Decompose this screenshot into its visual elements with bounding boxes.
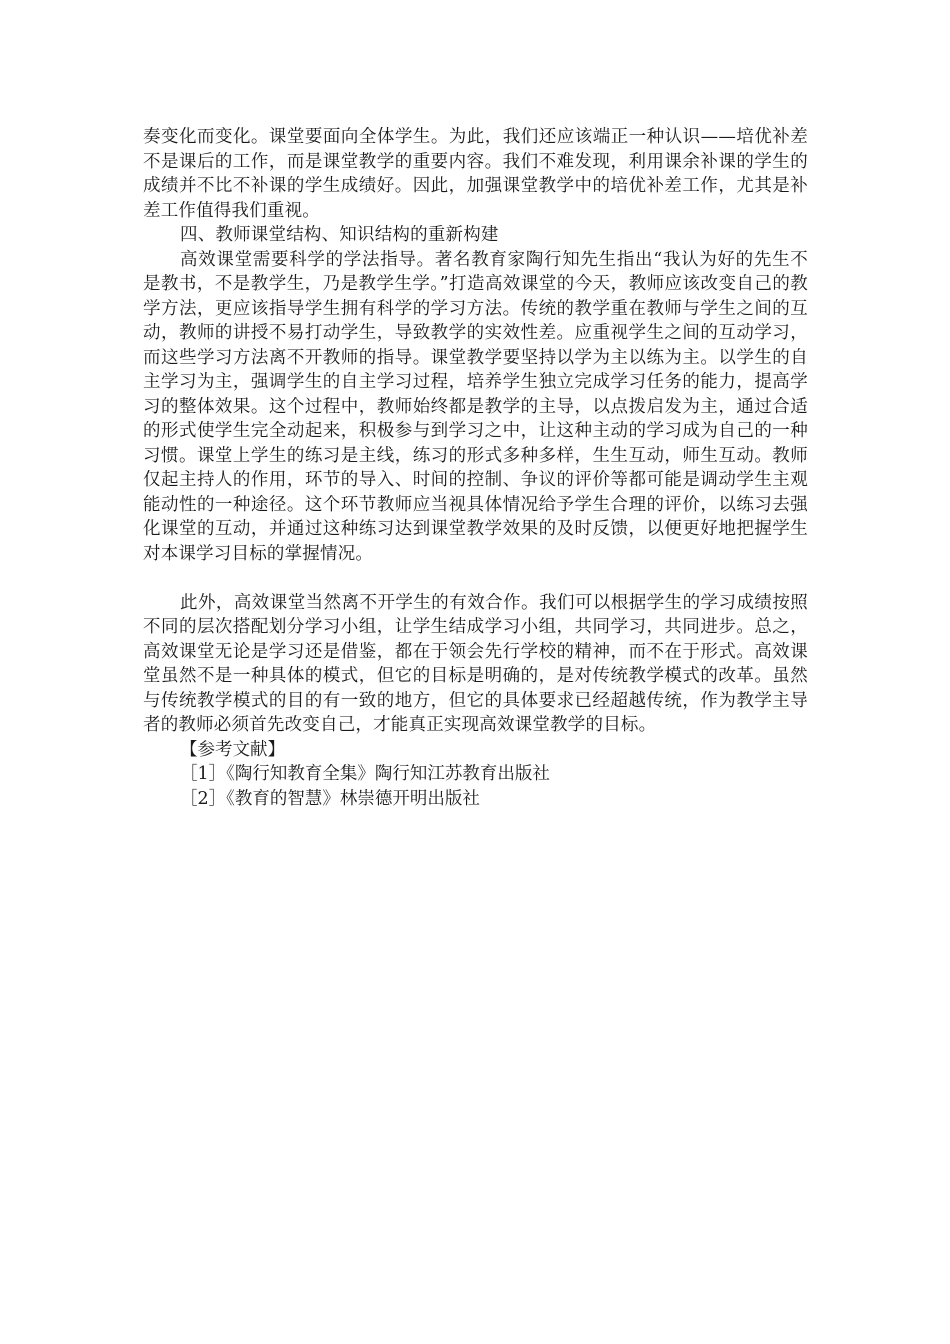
paragraph-gap: [143, 566, 808, 591]
references-heading: 【参考文献】: [180, 739, 285, 760]
document-page: [143, 125, 808, 811]
paragraph-continuation: 奏变化而变化。课堂要面向全体学生。为此，我们还应该端正一种认识——培优补差不是课后的工作，而是课堂教学的重要内容。我们不难发现，利用课余补课的学生的成绩并不比不补课的学生成绩好。因此，加强课堂教学中的培优补差工作，尤其是补差工作值得我们重视。: [143, 127, 808, 221]
reference-item: ［1］《陶行知教育全集》陶行知江苏教育出版社: [180, 764, 550, 784]
paragraph-cooperation: 此外，高效课堂当然离不开学生的有效合作。我们可以根据学生的学习成绩按照不同的层次搭配划分学习小组，让学生结成学习小组，共同学习，共同进步。总之，高效课堂无论是学习还是借鉴，都在于领会先行学校的精神，而不在于形式。高效课堂虽然不是一种具体的模式，但它的目标是明确的，是对传统教学模式的改革。虽然与传统教学模式的目的有一致的地方，但它的具体要求已经超越传统，作为教学主导者的教师必须首先改变自己，才能真正实现高效课堂教学的目标。: [143, 592, 808, 735]
reference-item: ［2］《教育的智慧》林崇德开明出版社: [180, 788, 480, 809]
paragraph-method-guidance: 高效课堂需要科学的学法指导。著名教育家陶行知先生指出“我认为好的先生不是教书，不是教学生，乃是教学生学。”打造高效课堂的今天，教师应该改变自己的教学方法，更应该指导学生拥有科学的学习方法。传统的教学重在教师与学生之间的互动，教师的讲授不易打动学生，导致教学的实效性差。应重视学生之间的互动学习，而这些学习方法离不开教师的指导。课堂教学要坚持以学为主以练为主。以学生的自主学习为主，强调学生的自主学习过程，培养学生独立完成学习任务的能力，提高学习的整体效果。这个过程中，教师始终都是教学的主导，以点拨启发为主，通过合适的形式使学生完全动起来，积极参与到学习之中，让这种主动的学习成为自己的一种习惯。课堂上学生的练习是主线，练习的形式多种多样，生生互动，师生互动。教师仅起主持人的作用，环节的导入、时间的控制、争议的评价等都可能是调动学生主观能动性的一种途径。这个环节教师应当视具体情况给予学生合理的评价，以练习去强化课堂的互动，并通过这种练习达到课堂教学效果的及时反馈，以便更好地把握学生对本课学习目标的掌握情况。: [143, 249, 808, 564]
section-heading: 四、教师课堂结构、知识结构的重新构建: [180, 225, 499, 245]
